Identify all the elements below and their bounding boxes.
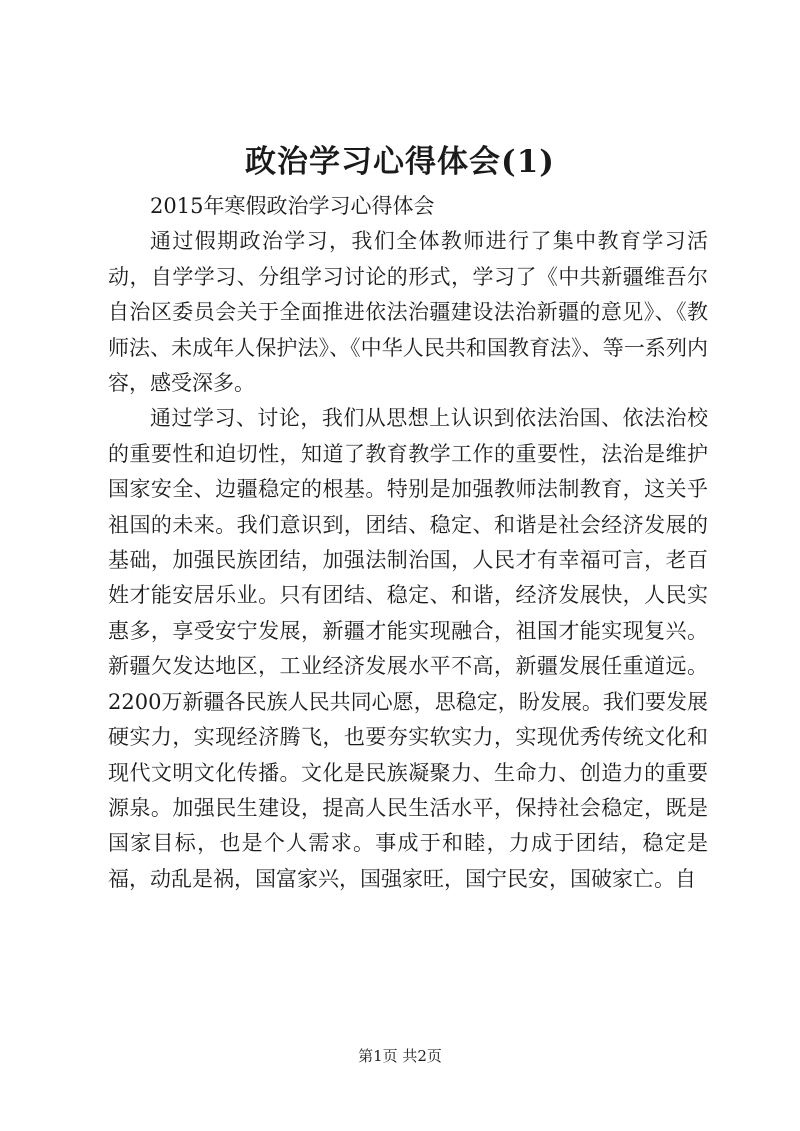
document-title: 政治学习心得体会(1) [245,144,555,180]
paragraph-1: 通过假期政治学习，我们全体教师进行了集中教育学习活动，自学学习、分组学习讨论的形式，学习了《中共新疆维吾尔自治区委员会关于全面推进依法治疆建设法治新疆的意见》、《教师法、未成年人保护法》、《中华人民共和国教育法》、等一系列内容，感受深多。 [108,229,708,396]
page-footer: 第1页 共2页 [358,1047,442,1065]
paragraph-2: 通过学习、讨论，我们从思想上认识到依法治国、依法治校的重要性和迫切性，知道了教育教学工作的重要性，法治是维护国家安全、边疆稳定的根基。特别是加强教师法制教育，这关乎祖国的未来。我们意识到，团结、稳定、和谐是社会经济发展的基础，加强民族团结，加强法制治国，人民才有幸福可言，老百姓才能安居乐业。只有团结、稳定、和谐，经济发展快，人民实惠多，享受安宁发展，新疆才能实现融合，祖国才能实现复兴。新疆欠发达地区，工业经济发展水平不高，新疆发展任重道远。2200万新疆各民族人民共同心愿，思稳定，盼发展。我们要发展硬实力，实现经济腾飞，也要夯实软实力，实现优秀传统文化和现代文明文化传播。文化是民族凝聚力、生命力、创造力的重要源泉。加强民生建设，提高人民生活水平，保持社会稳定，既是国家目标，也是个人需求。事成于和睦，力成于团结，稳定是福，动乱是祸，国富家兴，国强家旺，国宁民安，国破家亡。自 [108,406,708,891]
document-subtitle: 2015年寒假政治学习心得体会 [150,194,435,218]
document-body [108,189,708,897]
